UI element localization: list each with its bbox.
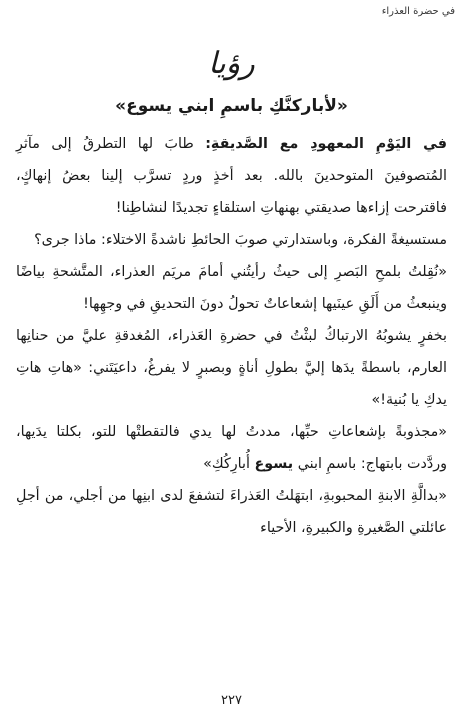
paragraph-text: بخفرٍ يشوبُهُ الارتباكُ لبثْتُ في حضرةِ العَذراء، المُغدقةِ عليَّ من حنانِها العارم، باسطةً يدَها إليَّ بطولِ أناةٍ وبصبرٍ لا يفرغُ، داعيَتَني: «هاتِ هاتِ يدكِ يا بُنية!» — [16, 328, 447, 408]
paragraph-2 — [16, 224, 447, 256]
paragraph-text: مستسيغةً الفكرة، وباستدارتي صوبَ الحائطِ ناشدةً الاختلاء: ماذا جرى؟ — [34, 232, 447, 248]
paragraph-text: «بدالَّةِ الابنةِ المحبوبةِ، ابتهَلتُ العَذراءَ لتشفعَ لدى ابنِها من أجلي، من أجلِ عائلتي الصَّغيرةِ والكبيرةِ، الأحياء — [16, 488, 447, 536]
paragraph-text: طابَ لها التطرقُ إلى مآثرِ المُتصوفينَ المتوحدينَ بالله. بعد أخذٍ وردٍ تسرَّب إلينا بعضُ إنهاكٍ، فاقترحت إزاءها صديقتي بهنهاتِ استلقاءٍ تجديدًا لنشاطِنا! — [16, 136, 447, 216]
section-title: «لأباركنَّكِ باسمِ ابني يسوع» — [115, 96, 348, 116]
body-text — [16, 128, 447, 544]
paragraph-6 — [16, 480, 447, 544]
paragraph-3 — [16, 256, 447, 320]
paragraph-bold-word: يسوع — [254, 456, 294, 472]
page-number: ٢٢٧ — [221, 693, 242, 708]
paragraph-text: أُبارِكُكِ» — [203, 456, 255, 472]
paragraph-text: «مجذوبةً بإشعاعاتِ حبِّها، مددتُ لها يدي فالتقطتْها للتو، بكلتا يدَيها، وردَّدت بابتهاج: باسمِ ابني — [16, 424, 447, 472]
paragraph-5 — [16, 416, 447, 480]
paragraph-lead: في اليَوْمِ المعهودِ مع الصَّديقةِ: — [205, 136, 447, 152]
paragraph-4 — [16, 320, 447, 416]
paragraph-1 — [16, 128, 447, 224]
paragraph-text: «نُقِلتُ بلمحِ البَصرِ إلى حيثُ رأيتُني أمامَ مريَم العذراء، المتَّشحةِ بياضًا وينبعثُ من أَلَقِ عينَيها إشعاعاتٌ تحولُ دونَ التحديقِ في وجهِها! — [16, 264, 447, 312]
chapter-title: رؤيا — [208, 46, 255, 81]
running-head: في حضرة العذراء — [381, 6, 455, 17]
